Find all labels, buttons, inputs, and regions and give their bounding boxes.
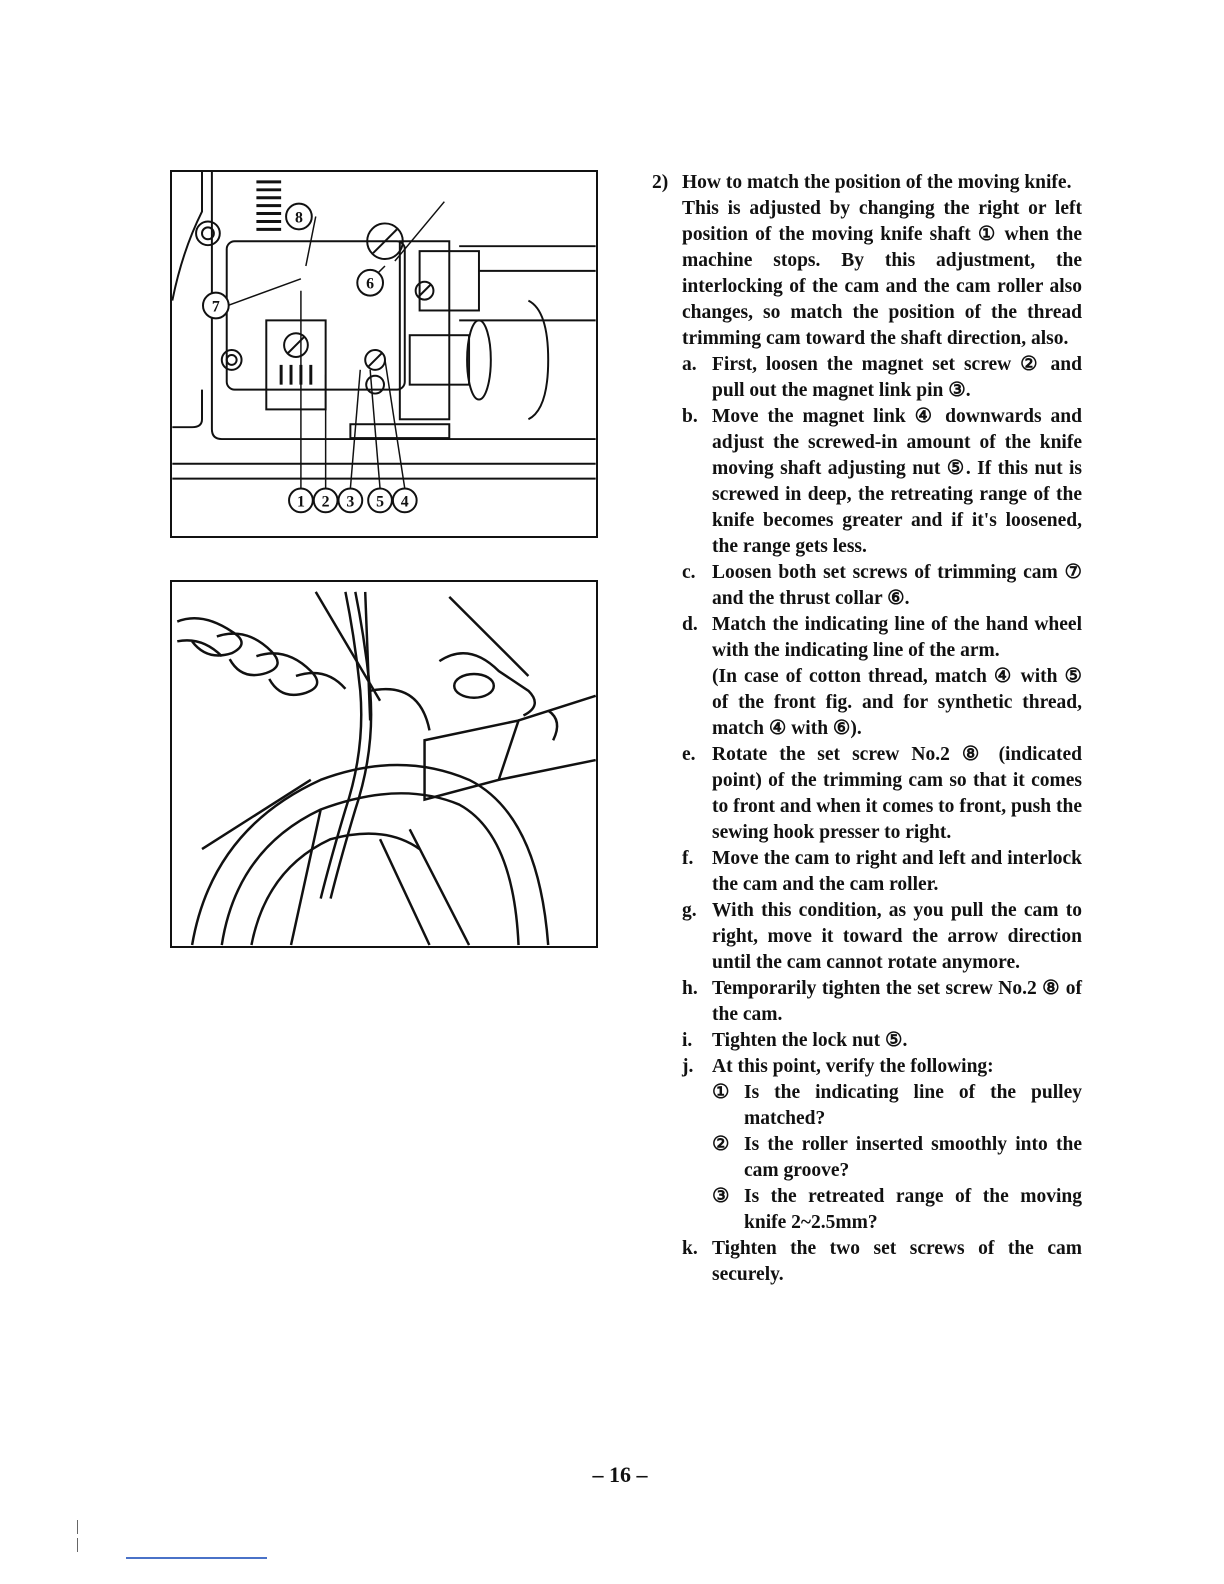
svg-text:1: 1 [296, 493, 305, 511]
step-label: j. [682, 1056, 694, 1077]
check-label: ① [712, 1082, 730, 1103]
step-text: With this condition, as you pull the cam to right, move it toward the arrow direction until the cam cannot rotate anymore. [712, 900, 1082, 973]
note-paragraph: (In case of cotton thread, match ④ with ⑤ of the front fig. and for synthetic thread, match ④ with ⑥). [712, 666, 1082, 739]
intro-paragraph: This is adjusted by changing the right or left position of the moving knife shaft ① when the machine stops. By this adjustment, the interlocking of the cam and the cam roller also changes, so match the position of the thread trimming cam toward the shaft direction, also. [682, 198, 1082, 349]
step-h [652, 976, 1082, 1028]
page-number: – 16 – [592, 1462, 648, 1487]
step-label: i. [682, 1030, 693, 1051]
step-d [652, 612, 1082, 664]
svg-text:4: 4 [400, 493, 409, 511]
step-text: Tighten the two set screws of the cam securely. [712, 1238, 1082, 1285]
check-3 [652, 1184, 1082, 1236]
step-label: h. [682, 978, 698, 999]
step-label: a. [682, 354, 697, 375]
step-text: First, loosen the magnet set screw ② and pull out the magnet link pin ③. [712, 354, 1082, 401]
svg-text:8: 8 [294, 209, 303, 227]
step-text: Move the cam to right and left and interlock the cam and the cam roller. [712, 848, 1082, 895]
step-f [652, 846, 1082, 898]
figure-mechanism [170, 170, 598, 538]
section-title: How to match the position of the moving knife. [682, 172, 1072, 193]
footer-rule [126, 1557, 267, 1559]
mechanism-drawing [172, 172, 596, 536]
step-label: c. [682, 562, 696, 583]
step-i [652, 1028, 1082, 1054]
check-text: Is the roller inserted smoothly into the cam groove? [744, 1134, 1082, 1181]
step-b [652, 404, 1082, 560]
check-label: ② [712, 1134, 730, 1155]
hook-knife-drawing [172, 582, 596, 946]
step-text: Tighten the lock nut ⑤. [712, 1030, 908, 1051]
step-text: Match the indicating line of the hand wheel with the indicating line of the arm. [712, 614, 1082, 661]
check-text: Is the retreated range of the moving knife 2~2.5mm? [744, 1186, 1082, 1233]
step-label: d. [682, 614, 698, 635]
figure-hook-knife [170, 580, 598, 948]
step-text: Loosen both set screws of trimming cam ⑦ and the thrust collar ⑥. [712, 562, 1082, 609]
check-1 [652, 1080, 1082, 1132]
svg-text:7: 7 [211, 298, 220, 316]
step-label: b. [682, 406, 698, 427]
svg-text:5: 5 [376, 493, 384, 511]
step-text: Temporarily tighten the set screw No.2 ⑧ of the cam. [712, 978, 1082, 1025]
check-label: ③ [712, 1186, 730, 1207]
step-j [652, 1054, 1082, 1080]
check-text: Is the indicating line of the pulley matched? [744, 1082, 1082, 1129]
scan-edge-mark [77, 1520, 78, 1534]
step-label: e. [682, 744, 696, 765]
step-a [652, 352, 1082, 404]
step-text: Move the magnet link ④ downwards and adjust the screwed-in amount of the knife moving shaft adjusting nut ⑤. If this nut is screwed in deep, the retreating range of the knife becomes greater and if it's loosened, the range gets less. [712, 406, 1082, 557]
step-text: At this point, verify the following: [712, 1056, 994, 1077]
svg-text:3: 3 [346, 493, 355, 511]
step-label: k. [682, 1238, 698, 1259]
step-g [652, 898, 1082, 976]
step-k [652, 1236, 1082, 1288]
instruction-text [652, 170, 1082, 1288]
section-heading [652, 170, 1082, 196]
step-label: f. [682, 848, 694, 869]
svg-text:2: 2 [321, 493, 330, 511]
scan-edge-mark [77, 1538, 78, 1552]
step-label: g. [682, 900, 697, 921]
check-2 [652, 1132, 1082, 1184]
step-text: Rotate the set screw No.2 ⑧ (indicated point) of the trimming cam so that it comes to front and when it comes to front, push the sewing hook presser to right. [712, 744, 1082, 843]
step-c [652, 560, 1082, 612]
svg-text:6: 6 [366, 275, 375, 293]
section-number: 2) [652, 172, 669, 193]
step-e [652, 742, 1082, 846]
